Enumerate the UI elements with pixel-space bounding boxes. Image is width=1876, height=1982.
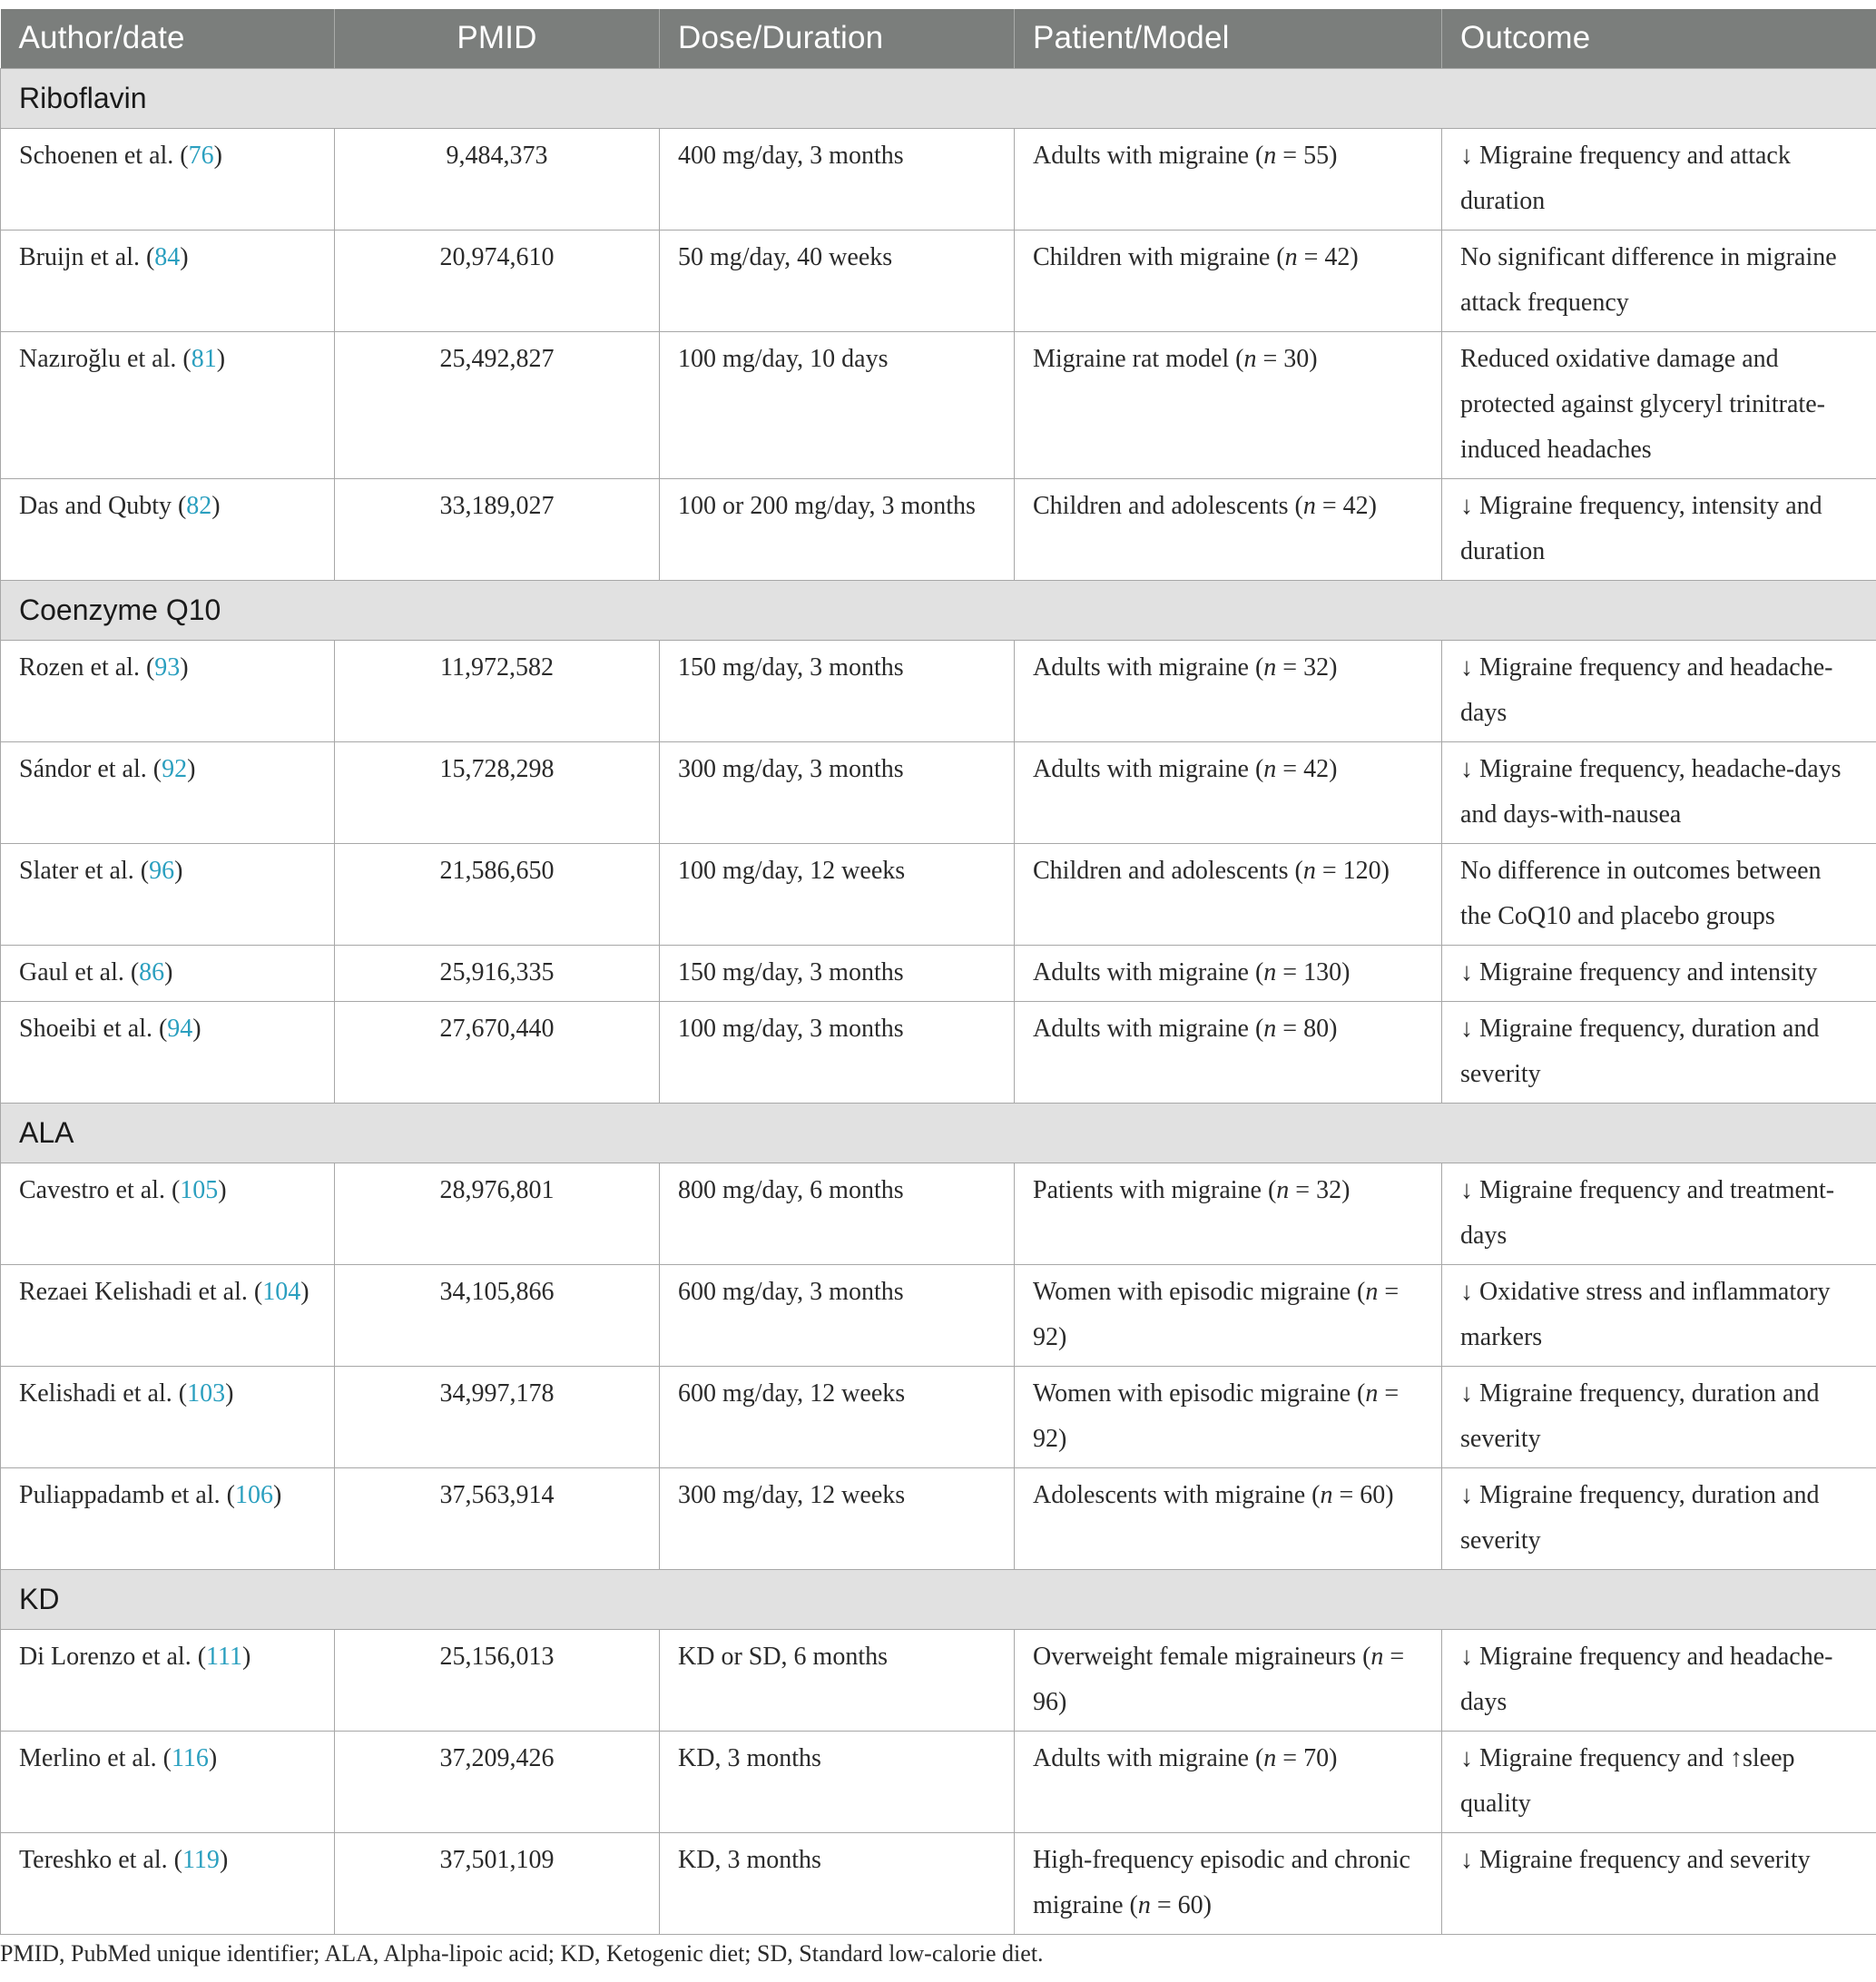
author-text: Gaul et al. ( xyxy=(19,957,140,986)
author-text: Shoeibi et al. ( xyxy=(19,1014,168,1043)
n-symbol: n xyxy=(1276,1175,1290,1204)
cell-author-date: Das and Qubty (82) xyxy=(1,478,335,580)
n-symbol: n xyxy=(1243,344,1257,373)
patient-count: = 60) xyxy=(1150,1890,1212,1919)
n-symbol: n xyxy=(1302,856,1316,885)
group-label: ALA xyxy=(1,1103,1876,1163)
patient-count: = 55) xyxy=(1276,141,1338,170)
cell-outcome: ↓ Migraine frequency and headache-days xyxy=(1442,640,1876,741)
cell-dose-duration: 150 mg/day, 3 months xyxy=(660,640,1015,741)
cell-pmid: 15,728,298 xyxy=(335,741,660,843)
cell-dose-duration: KD, 3 months xyxy=(660,1832,1015,1934)
cell-dose-duration: 300 mg/day, 12 weeks xyxy=(660,1467,1015,1569)
header-outcome: Outcome xyxy=(1442,9,1876,68)
group-row xyxy=(1,580,1876,640)
cell-patient-model xyxy=(1015,1163,1442,1264)
cell-outcome: Reduced oxidative damage and protected against glyceryl trinitrate-induced headaches xyxy=(1442,331,1876,478)
cell-dose-duration: 100 mg/day, 10 days xyxy=(660,331,1015,478)
patient-text: Adults with migraine ( xyxy=(1033,141,1264,170)
header-patient-model: Patient/Model xyxy=(1015,9,1442,68)
cell-dose-duration: 800 mg/day, 6 months xyxy=(660,1163,1015,1264)
patient-count: = 42) xyxy=(1315,491,1377,520)
cell-author-date: Shoeibi et al. (94) xyxy=(1,1001,335,1103)
cell-pmid: 27,670,440 xyxy=(335,1001,660,1103)
cell-outcome: ↓ Migraine frequency and intensity xyxy=(1442,945,1876,1001)
patient-count: = 130) xyxy=(1276,957,1351,986)
cell-dose-duration: 100 or 200 mg/day, 3 months xyxy=(660,478,1015,580)
cell-patient-model xyxy=(1015,128,1442,230)
cell-pmid: 37,209,426 xyxy=(335,1731,660,1832)
author-text: Nazıroğlu et al. ( xyxy=(19,344,192,373)
cell-pmid: 34,997,178 xyxy=(335,1366,660,1467)
patient-text: Women with episodic migraine ( xyxy=(1033,1277,1366,1306)
patient-text: Patients with migraine ( xyxy=(1033,1175,1277,1204)
author-text: Puliappadamb et al. ( xyxy=(19,1480,235,1509)
cell-pmid: 25,916,335 xyxy=(335,945,660,1001)
table-row xyxy=(1,230,1876,331)
patient-count: = 42) xyxy=(1276,754,1338,783)
author-text: Rezaei Kelishadi et al. ( xyxy=(19,1277,263,1306)
table-row xyxy=(1,1163,1876,1264)
reference-link[interactable]: 82 xyxy=(186,491,212,520)
reference-link[interactable]: 104 xyxy=(262,1277,301,1306)
author-text: Das and Qubty ( xyxy=(19,491,187,520)
cell-outcome: ↓ Migraine frequency and attack duration xyxy=(1442,128,1876,230)
cell-patient-model xyxy=(1015,1264,1442,1366)
table-row xyxy=(1,331,1876,478)
cell-outcome: ↓ Migraine frequency, headache-days and days-with-nausea xyxy=(1442,741,1876,843)
cell-patient-model xyxy=(1015,331,1442,478)
table-body xyxy=(1,68,1876,1934)
header-row xyxy=(1,9,1876,68)
cell-patient-model xyxy=(1015,1731,1442,1832)
reference-link[interactable]: 86 xyxy=(139,957,165,986)
cell-author-date: Schoenen et al. (76) xyxy=(1,128,335,230)
table-header xyxy=(1,9,1876,68)
n-symbol: n xyxy=(1263,1014,1277,1043)
cell-author-date: Merlino et al. (116) xyxy=(1,1731,335,1832)
cell-patient-model xyxy=(1015,640,1442,741)
cell-author-date: Sándor et al. (92) xyxy=(1,741,335,843)
table-row xyxy=(1,1731,1876,1832)
cell-pmid: 20,974,610 xyxy=(335,230,660,331)
author-text: Tereshko et al. ( xyxy=(19,1845,182,1874)
patient-text: High-frequency episodic and chronic migraine ( xyxy=(1033,1845,1410,1919)
reference-link[interactable]: 105 xyxy=(180,1175,219,1204)
cell-outcome: No difference in outcomes between the CoQ10 and placebo groups xyxy=(1442,843,1876,945)
table-row xyxy=(1,128,1876,230)
patient-text: Adults with migraine ( xyxy=(1033,754,1264,783)
patient-count: = 70) xyxy=(1276,1743,1338,1772)
cell-author-date: Gaul et al. (86) xyxy=(1,945,335,1001)
reference-link[interactable]: 96 xyxy=(149,856,175,885)
patient-text: Adolescents with migraine ( xyxy=(1033,1480,1321,1509)
table-row xyxy=(1,945,1876,1001)
reference-link[interactable]: 92 xyxy=(162,754,188,783)
table-row xyxy=(1,1264,1876,1366)
author-text: Di Lorenzo et al. ( xyxy=(19,1642,207,1671)
reference-link[interactable]: 81 xyxy=(191,344,217,373)
n-symbol: n xyxy=(1263,754,1277,783)
cell-outcome: ↓ Migraine frequency and treatment-days xyxy=(1442,1163,1876,1264)
n-symbol: n xyxy=(1365,1379,1379,1408)
patient-text: Women with episodic migraine ( xyxy=(1033,1379,1366,1408)
header-author-date: Author/date xyxy=(1,9,335,68)
patient-text: Children and adolescents ( xyxy=(1033,491,1303,520)
cell-patient-model xyxy=(1015,478,1442,580)
n-symbol: n xyxy=(1302,491,1316,520)
cell-author-date: Cavestro et al. (105) xyxy=(1,1163,335,1264)
cell-author-date: Tereshko et al. (119) xyxy=(1,1832,335,1934)
patient-text: Adults with migraine ( xyxy=(1033,1743,1264,1772)
table-row xyxy=(1,478,1876,580)
cell-pmid: 37,501,109 xyxy=(335,1832,660,1934)
cell-dose-duration: KD or SD, 6 months xyxy=(660,1629,1015,1731)
cell-author-date: Rozen et al. (93) xyxy=(1,640,335,741)
reference-link[interactable]: 93 xyxy=(154,652,181,682)
author-text: Cavestro et al. ( xyxy=(19,1175,181,1204)
table-row xyxy=(1,1001,1876,1103)
patient-text: Children and adolescents ( xyxy=(1033,856,1303,885)
patient-count: = 80) xyxy=(1276,1014,1338,1043)
cell-pmid: 25,492,827 xyxy=(335,331,660,478)
cell-dose-duration: 100 mg/day, 12 weeks xyxy=(660,843,1015,945)
cell-pmid: 37,563,914 xyxy=(335,1467,660,1569)
patient-count: = 30) xyxy=(1256,344,1318,373)
patient-text: Adults with migraine ( xyxy=(1033,957,1264,986)
cell-patient-model xyxy=(1015,945,1442,1001)
cell-dose-duration: 600 mg/day, 12 weeks xyxy=(660,1366,1015,1467)
cell-author-date: Nazıroğlu et al. (81) xyxy=(1,331,335,478)
author-text: Sándor et al. ( xyxy=(19,754,162,783)
header-dose-duration: Dose/Duration xyxy=(660,9,1015,68)
group-label: Riboflavin xyxy=(1,68,1876,128)
cell-pmid: 34,105,866 xyxy=(335,1264,660,1366)
group-row xyxy=(1,1569,1876,1629)
patient-text: Adults with migraine ( xyxy=(1033,1014,1264,1043)
cell-patient-model xyxy=(1015,1629,1442,1731)
n-symbol: n xyxy=(1263,1743,1277,1772)
patient-count: = 120) xyxy=(1315,856,1390,885)
cell-outcome: ↓ Migraine frequency, duration and severity xyxy=(1442,1366,1876,1467)
table-row xyxy=(1,843,1876,945)
n-symbol: n xyxy=(1320,1480,1333,1509)
reference-link[interactable]: 119 xyxy=(182,1845,220,1874)
group-label: Coenzyme Q10 xyxy=(1,580,1876,640)
author-text: Schoenen et al. ( xyxy=(19,141,189,170)
table-row xyxy=(1,1366,1876,1467)
author-text: Rozen et al. ( xyxy=(19,652,155,682)
group-row xyxy=(1,68,1876,128)
cell-dose-duration: 150 mg/day, 3 months xyxy=(660,945,1015,1001)
patient-count: = 92) xyxy=(1033,1379,1400,1453)
table-row xyxy=(1,1629,1876,1731)
cell-pmid: 25,156,013 xyxy=(335,1629,660,1731)
group-label: KD xyxy=(1,1569,1876,1629)
cell-patient-model xyxy=(1015,843,1442,945)
reference-link[interactable]: 84 xyxy=(154,242,181,271)
cell-author-date: Slater et al. (96) xyxy=(1,843,335,945)
reference-link[interactable]: 106 xyxy=(234,1480,273,1509)
author-text: Slater et al. ( xyxy=(19,856,150,885)
n-symbol: n xyxy=(1137,1890,1151,1919)
n-symbol: n xyxy=(1284,242,1298,271)
author-text: Bruijn et al. ( xyxy=(19,242,155,271)
table-footnote: PMID, PubMed unique identifier; ALA, Alpha-lipoic acid; KD, Ketogenic diet; SD, Standard low-calorie diet. xyxy=(0,1940,1044,1967)
group-row xyxy=(1,1103,1876,1163)
cell-dose-duration: KD, 3 months xyxy=(660,1731,1015,1832)
cell-patient-model xyxy=(1015,741,1442,843)
cell-patient-model xyxy=(1015,1467,1442,1569)
n-symbol: n xyxy=(1370,1642,1384,1671)
cell-dose-duration: 400 mg/day, 3 months xyxy=(660,128,1015,230)
patient-count: = 32) xyxy=(1289,1175,1351,1204)
reference-link[interactable]: 76 xyxy=(188,141,214,170)
table-row xyxy=(1,741,1876,843)
n-symbol: n xyxy=(1365,1277,1379,1306)
cell-pmid: 33,189,027 xyxy=(335,478,660,580)
cell-author-date: Di Lorenzo et al. (111) xyxy=(1,1629,335,1731)
patient-text: Overweight female migraineurs ( xyxy=(1033,1642,1371,1671)
n-symbol: n xyxy=(1263,652,1277,682)
cell-outcome: No significant difference in migraine attack frequency xyxy=(1442,230,1876,331)
cell-author-date: Kelishadi et al. (103) xyxy=(1,1366,335,1467)
patient-text: Adults with migraine ( xyxy=(1033,652,1264,682)
cell-pmid: 9,484,373 xyxy=(335,128,660,230)
patient-count: = 96) xyxy=(1033,1642,1405,1716)
cell-pmid: 11,972,582 xyxy=(335,640,660,741)
cell-outcome: ↓ Migraine frequency, duration and severity xyxy=(1442,1467,1876,1569)
cell-outcome: ↓ Migraine frequency and ↑sleep quality xyxy=(1442,1731,1876,1832)
table-row xyxy=(1,1832,1876,1934)
cell-author-date: Bruijn et al. (84) xyxy=(1,230,335,331)
cell-outcome: ↓ Oxidative stress and inflammatory markers xyxy=(1442,1264,1876,1366)
cell-outcome: ↓ Migraine frequency and severity xyxy=(1442,1832,1876,1934)
cell-patient-model xyxy=(1015,1001,1442,1103)
cell-patient-model xyxy=(1015,1366,1442,1467)
cell-outcome: ↓ Migraine frequency, intensity and duration xyxy=(1442,478,1876,580)
cell-outcome: ↓ Migraine frequency, duration and severity xyxy=(1442,1001,1876,1103)
cell-dose-duration: 100 mg/day, 3 months xyxy=(660,1001,1015,1103)
reference-link[interactable]: 103 xyxy=(187,1379,226,1408)
data-table xyxy=(0,9,1876,1935)
patient-text: Migraine rat model ( xyxy=(1033,344,1244,373)
cell-patient-model xyxy=(1015,230,1442,331)
n-symbol: n xyxy=(1263,957,1277,986)
reference-link[interactable]: 111 xyxy=(206,1642,242,1671)
table-row xyxy=(1,1467,1876,1569)
author-text: Kelishadi et al. ( xyxy=(19,1379,188,1408)
cell-pmid: 21,586,650 xyxy=(335,843,660,945)
author-text: Merlino et al. ( xyxy=(19,1743,172,1772)
patient-count: = 32) xyxy=(1276,652,1338,682)
patient-text: Children with migraine ( xyxy=(1033,242,1285,271)
cell-author-date: Rezaei Kelishadi et al. (104) xyxy=(1,1264,335,1366)
cell-pmid: 28,976,801 xyxy=(335,1163,660,1264)
patient-count: = 92) xyxy=(1033,1277,1400,1351)
patient-count: = 60) xyxy=(1332,1480,1394,1509)
n-symbol: n xyxy=(1263,141,1277,170)
cell-dose-duration: 600 mg/day, 3 months xyxy=(660,1264,1015,1366)
cell-dose-duration: 50 mg/day, 40 weeks xyxy=(660,230,1015,331)
patient-count: = 42) xyxy=(1297,242,1359,271)
reference-link[interactable]: 116 xyxy=(171,1743,209,1772)
header-pmid: PMID xyxy=(335,9,660,68)
cell-dose-duration: 300 mg/day, 3 months xyxy=(660,741,1015,843)
table-row xyxy=(1,640,1876,741)
reference-link[interactable]: 94 xyxy=(167,1014,193,1043)
cell-author-date: Puliappadamb et al. (106) xyxy=(1,1467,335,1569)
cell-patient-model xyxy=(1015,1832,1442,1934)
cell-outcome: ↓ Migraine frequency and headache-days xyxy=(1442,1629,1876,1731)
